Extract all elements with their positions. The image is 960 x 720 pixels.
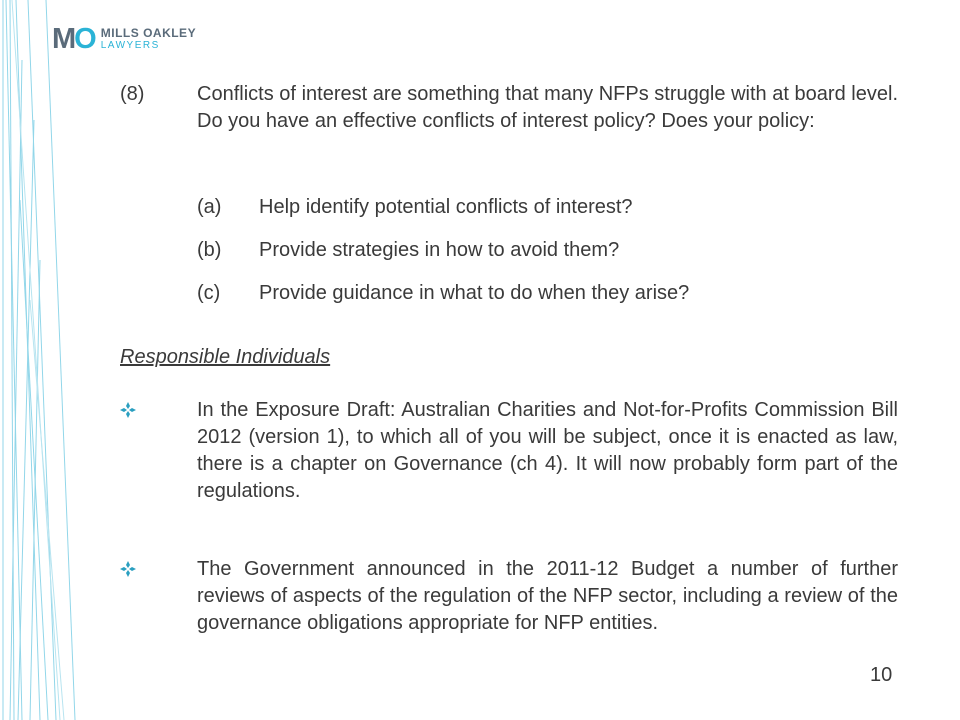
- diamond-bullet-icon: [120, 402, 136, 418]
- bullet-2-text: The Government announced in the 2011-12 Budget a number of further reviews of aspects of the regulation of the NFP sector, including a review of the governance obligations appropriate for NFP entities.: [197, 558, 898, 634]
- logo-mark-o: O: [74, 22, 95, 55]
- page-number: 10: [870, 664, 893, 686]
- logo-text: [101, 27, 196, 51]
- section-heading: Responsible Individuals: [120, 346, 331, 368]
- logo-firm-name: MILLS OAKLEY: [100, 26, 197, 40]
- item-8-text: Conflicts of interest are something that many NFPs struggle with at board level. Do you have an effective conflicts of interest policy? Does your policy:: [197, 83, 898, 132]
- logo-mark: [52, 22, 95, 55]
- company-logo: [52, 24, 196, 54]
- logo-mark-m: M: [52, 22, 75, 55]
- diamond-bullet-icon: [120, 561, 136, 577]
- subitem-b-text: Provide strategies in how to avoid them?: [259, 239, 620, 261]
- subitem-c-text: Provide guidance in what to do when they arise?: [259, 282, 690, 304]
- logo-subtitle: LAWYERS: [100, 40, 160, 51]
- subitem-a-text: Help identify potential conflicts of interest?: [259, 196, 633, 218]
- subitem-c-label: (c): [197, 282, 221, 304]
- subitem-b-label: (b): [197, 239, 222, 261]
- bullet-1-text: In the Exposure Draft: Australian Charities and Not-for-Profits Commission Bill 2012 (version 1), to which all of you will be subject, once it is enacted as law, there is a chapter on Governance (ch 4). It will now probably form part of the regulations.: [197, 399, 898, 502]
- subitem-a-label: (a): [197, 196, 222, 218]
- item-8-number: (8): [120, 83, 145, 105]
